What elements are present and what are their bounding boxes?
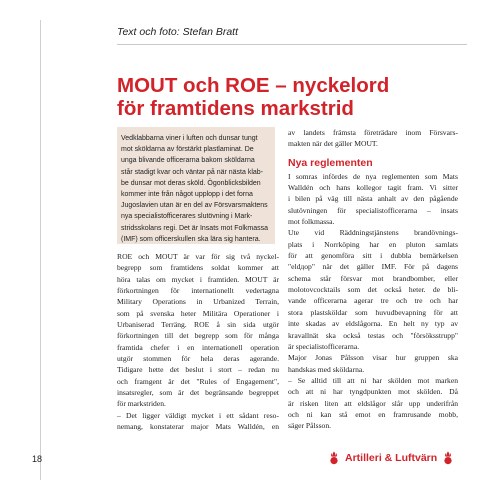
body-line: höra talas om mycket i framtiden. MOUT är [117, 274, 279, 284]
lead-paragraph [117, 127, 275, 244]
body-line: "eldдop" när det gäller IMF. För på dagens [288, 262, 458, 272]
lead-line: (IMF) som officerskullen ska lära sig hantera. [121, 235, 261, 243]
body-line: framtida chefer i en internationell operation [117, 342, 279, 352]
page-number: 18 [32, 454, 43, 464]
body-line: och framgent är det "Rules of Engagement", [117, 376, 279, 386]
body-line: makten när det gäller MOUT. [288, 139, 378, 149]
body-line: Urbaniserad Terräng. ROE å sin sida utgör [117, 320, 279, 330]
body-line: Tidigare hette det beslut i stort – redan nu [117, 365, 279, 375]
body-line: för att genomföra sitt i dubbla bemärkelsen [288, 251, 458, 261]
body-line: handskas med sköldarna. [288, 364, 365, 374]
publication-footer [328, 450, 454, 466]
lead-line: nya specialistofficerares slutövning i Mark- [121, 213, 253, 221]
body-line: Ute vid Räddningstjänstens brandövnings- [288, 228, 458, 238]
photo-credit: Text och foto: Stefan Bratt [117, 26, 239, 38]
section-subheading: Nya reglementen [288, 156, 373, 169]
body-line: för markstriden. [117, 399, 166, 409]
grenade-emblem-icon [442, 451, 454, 465]
body-line: av landets främsta företrädare inom Försvars- [288, 128, 458, 137]
lead-line: unga blivande officerarna bakom sköldarna [121, 157, 255, 165]
lead-line: Jugoslavien utan är en del av Försvarsmaktens [121, 202, 268, 210]
body-line: förkortningen till det begrepp som för många [117, 331, 279, 341]
lead-line: kommer inte från något upplopp i det forna [121, 191, 253, 199]
body-line: insatsregler, som är det begränsande begreppet [117, 388, 279, 398]
body-line: som på svenska heter Militära Operationer i [117, 308, 279, 318]
body-line: plats i Norrköping har en pluton samlats [288, 239, 458, 249]
body-line: och ni kan stå emot en framrusande mobb, [288, 409, 458, 419]
body-line: – Det ligger väldigt mycket i ett sådant reso- [117, 410, 279, 420]
headline-line: MOUT och ROE – nyckelord [117, 74, 390, 97]
body-line: – Se alltid till att ni har skölden mot marken [288, 375, 458, 385]
body-line: Walldén och hans kollegor tagit fram. Vi sitter [288, 183, 458, 193]
headline-line: för framtidens markstrid [117, 97, 354, 120]
body-line: kravallnät ska också testas och "försöksstrupp" [288, 330, 458, 340]
lead-line: be dunsar mot deras sköld. Ögonblicksbilden [121, 179, 261, 187]
body-line: schema står försvar mot brandbomber, eller [288, 273, 458, 283]
body-line: säger Pålsson. [288, 421, 332, 431]
body-line: inte skadas av eldslågorna. En helt ny typ av [288, 319, 458, 329]
lead-line: står stadigt kvar och väntar på när nästa klab- [121, 168, 264, 176]
credit-divider [117, 44, 467, 45]
body-line: molotovcocktails som det också heter. de bli- [288, 285, 458, 295]
article-headline [117, 74, 457, 120]
publication-name: Artilleri & Luftvärn [345, 452, 438, 464]
body-line: är risken liten att eldslågor slår upp underifrån [288, 398, 458, 408]
body-line: är specialistofficerarna. [288, 341, 360, 351]
body-column-left [117, 251, 279, 433]
lead-line: stridsskolans regi. Det är Insats mot Folkmassa [121, 224, 269, 232]
lead-line: Vedklabbarna viner i luften och dunsar tungt [121, 135, 258, 142]
body-column-right [288, 127, 458, 432]
body-line: förkortningen för internationellt vedertagna [117, 286, 279, 296]
lead-line: mot sköldarna av förstärkt plastlaminat. De [121, 146, 254, 154]
body-line: ROE och MOUT är var för sig två nyckel- [117, 252, 279, 261]
margin-rule [40, 20, 41, 480]
body-line: utgör stommen för hela deras agerande. [117, 354, 279, 364]
body-line: mot folkmassa. [288, 217, 335, 227]
body-line: och att ni har tyngdpunkten mot skölden. Då [288, 387, 458, 397]
body-line: stora plastsköldar som huvudbevapning för att [288, 307, 458, 317]
body-line: vande officerarna agerar tre och tre och har [288, 296, 458, 306]
grenade-emblem-icon [328, 451, 340, 465]
body-line: nemang, konstaterar major Mats Walldén, en [117, 422, 279, 432]
body-line: slutövningen för specialistofficerarna – insats [288, 205, 458, 215]
body-line: I somras infördes de nya reglementen som Mats [288, 171, 458, 181]
body-line: Major Jonas Pålsson visar hur gruppen ska [288, 353, 458, 363]
body-line: begrepp som framtidens soldat kommer att [117, 263, 279, 273]
body-line: i bilen på väg till nästa anhalt av den pågående [288, 194, 458, 204]
body-line: Military Operations in Urbanized Terrain, [117, 297, 279, 307]
